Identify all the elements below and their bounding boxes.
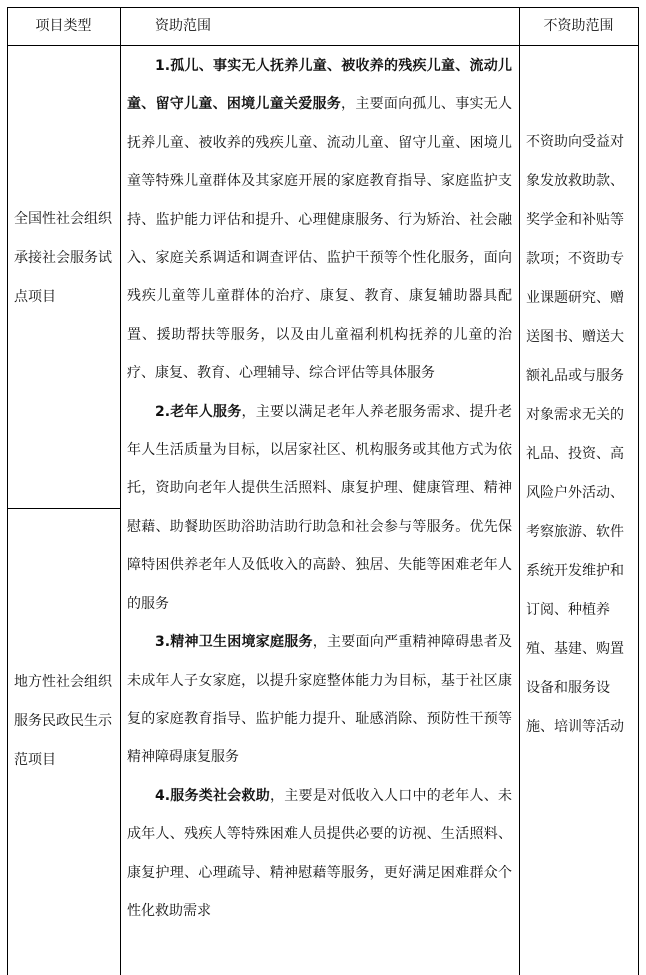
funding-item-mental-health: [127, 623, 512, 777]
funding-table: [7, 7, 639, 975]
header-excluded-scope: 不资助范围: [543, 18, 614, 34]
funding-item-elderly: [127, 393, 512, 623]
funding-item-title: 2.老年人服务: [155, 403, 242, 420]
funding-item-title: 1.孤儿、事实无人抚养儿童、被收养的残疾儿童、流动儿童、留守儿童、困境儿童关爱服务: [127, 58, 512, 113]
excluded-scope-content: 不资助向受益对象发放救助款、奖学金和补贴等款项；不资助专业课题研究、赠送图书、赠送大额礼品或与服务对象需求无关的礼品、投资、高风险户外活动、考察旅游、软件系统开发维护和订阅、种植养殖、基建、购置设备和服务设施、培训等活动: [526, 134, 624, 735]
project-type-local: 地方性社会组织服务民政民生示范项目: [14, 674, 112, 768]
table-border-left: [7, 7, 8, 975]
funding-item-text: ，主要面向严重精神障碍患者及未成年人子女家庭，以提升家庭整体能力为目标，基于社区康复的家庭教育指导、监护能力提升、耻感消除、预防性干预等精神障碍康复服务: [127, 634, 512, 766]
project-type-national: 全国性社会组织承接社会服务试点项目: [14, 211, 112, 305]
header-divider: [7, 45, 639, 46]
funding-item-title: 4.服务类社会救助: [155, 787, 271, 804]
funding-item-text: ，主要是对低收入人口中的老年人、未成年人、残疾人等特殊困难人员提供必要的访视、生活照料、康复护理、心理疏导、精神慰藉等服务，更好满足困难群众个性化救助需求: [127, 787, 513, 919]
column-divider-2: [519, 7, 520, 975]
funding-scope-content: [127, 47, 512, 930]
table-border-right: [638, 7, 639, 975]
funding-item-social-assistance: [127, 777, 512, 931]
header-funding-scope: 资助范围: [155, 18, 211, 34]
funding-item-title: 3.精神卫生困境家庭服务: [155, 634, 313, 651]
header-project-type: 项目类型: [35, 18, 92, 34]
row-divider-type: [7, 508, 121, 509]
funding-item-text: ，主要面向孤儿、事实无人抚养儿童、被收养的残疾儿童、流动儿童、留守儿童、困境儿童等特殊儿童群体及其家庭开展的家庭教育指导、家庭监护支持、监护能力评估和提升、心理健康服务、行为矫治、社会融入、家庭关系调适和调查评估、监护干预等个性化服务，面向残疾儿童等儿童群体的治疗、康复、教育、康复辅助器具配置、援助帮扶等服务，以及由儿童福利机构抚养的儿童的治疗、康复、教育、心理辅导、综合评估等具体服务: [127, 96, 513, 382]
column-divider-1: [120, 7, 121, 975]
funding-item-text: ，主要以满足老年人养老服务需求、提升老年人生活质量为目标，以居家社区、机构服务或其他方式为依托，资助向老年人提供生活照料、康复护理、健康管理、精神慰藉、助餐助医助浴助洁助行助急和社会参与等服务。优先保障特困供养老年人及低收入的高龄、独居、失能等困难老年人的服务: [127, 403, 512, 612]
funding-item-children: [127, 47, 512, 393]
